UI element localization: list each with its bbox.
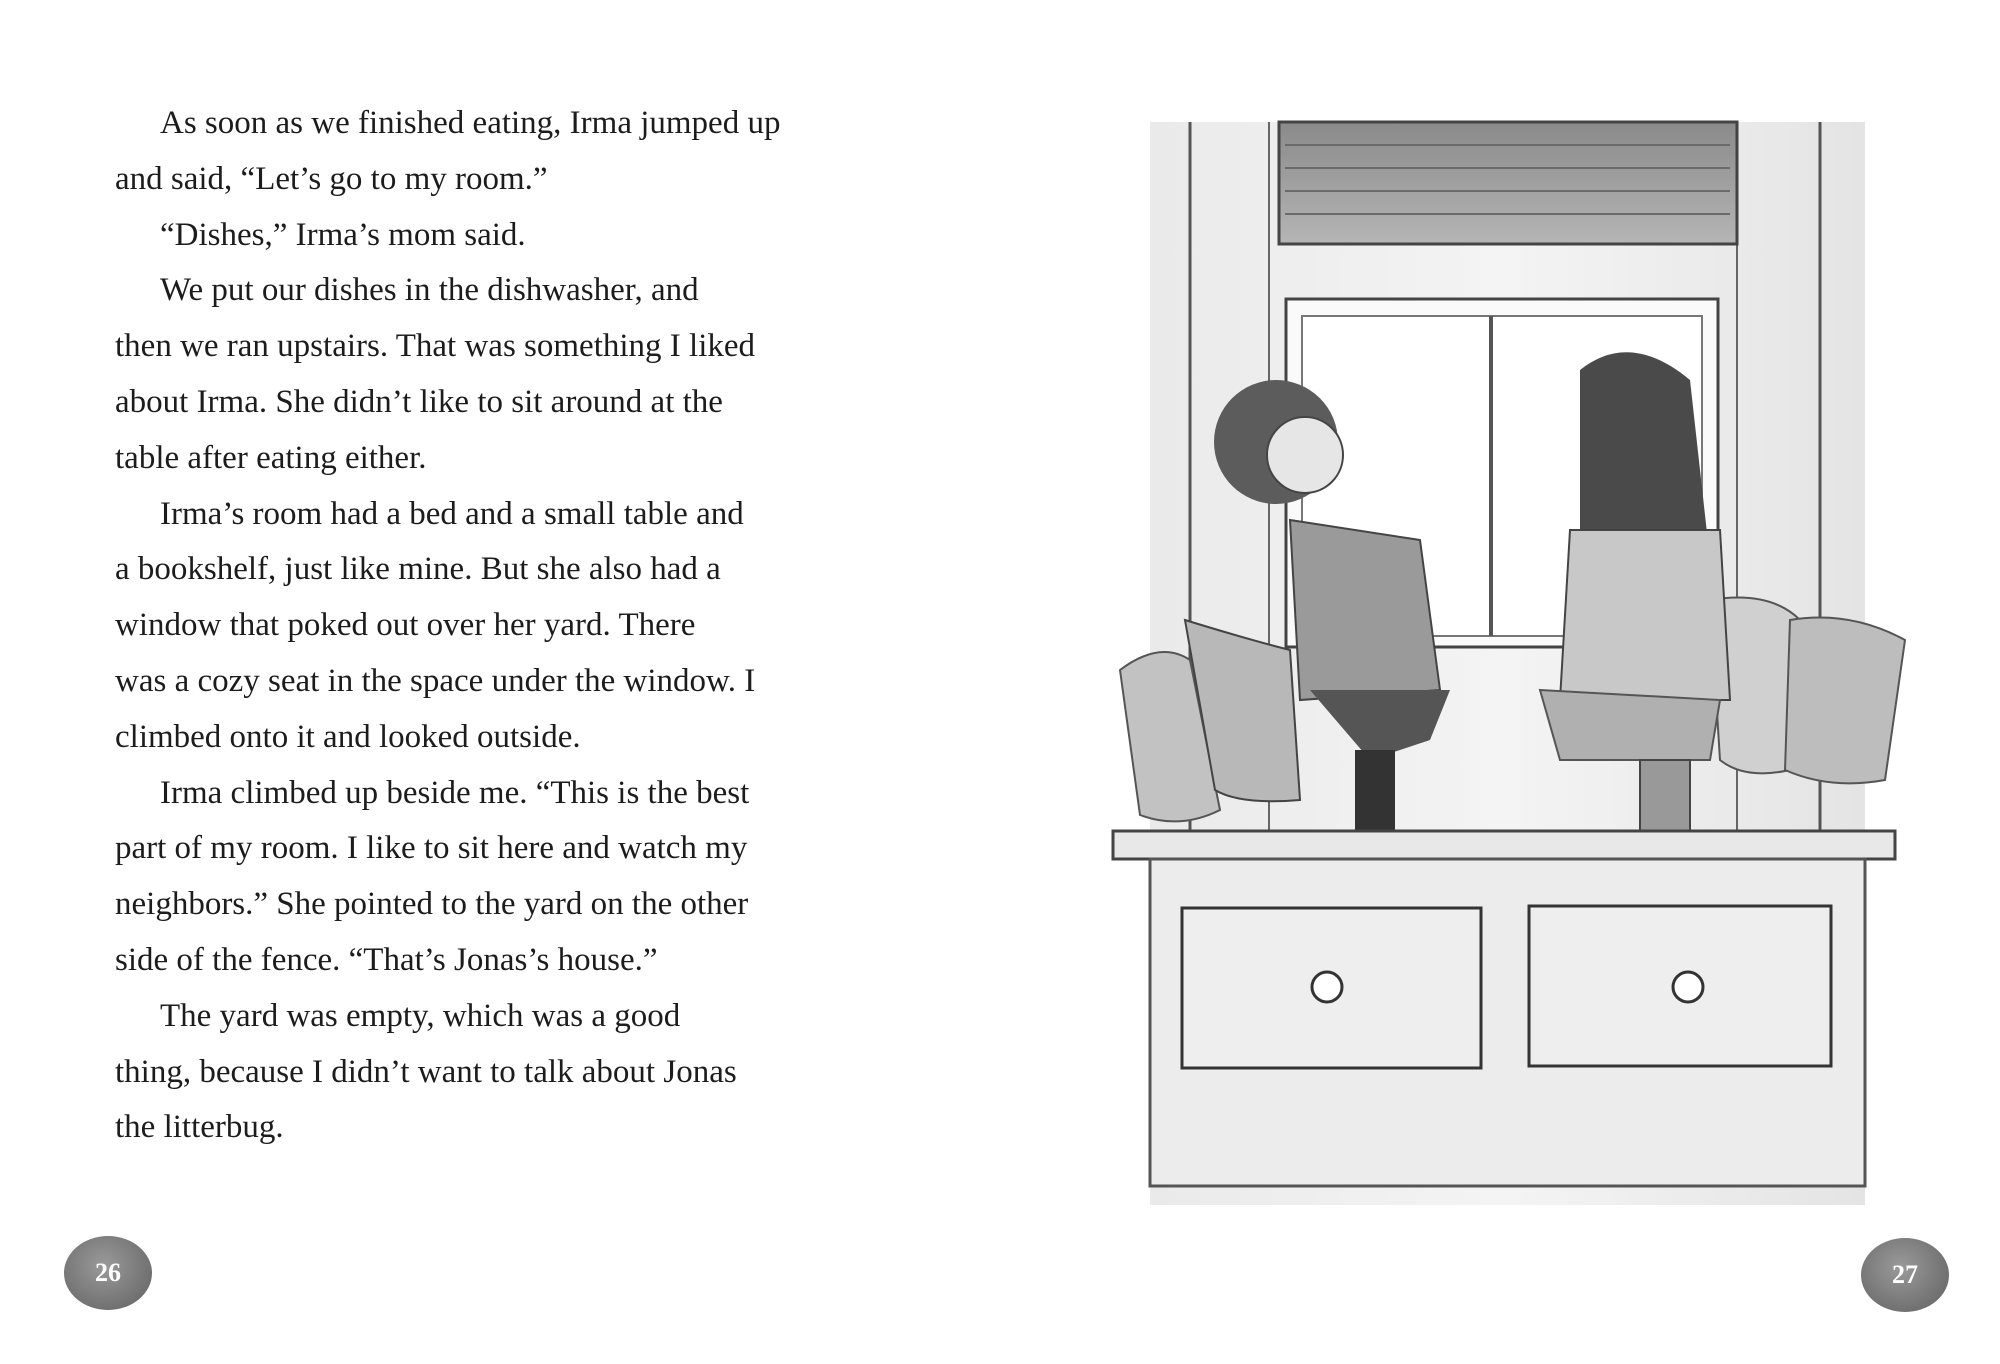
text-line: part of my room. I like to sit here and watch my <box>115 830 748 867</box>
text-line: Irma’s room had a bed and a small table and <box>160 495 744 532</box>
knob-icon <box>1312 972 1342 1002</box>
text-line: about Irma. She didn’t like to sit around at the <box>115 384 723 420</box>
text-line: The yard was empty, which was a good <box>160 997 681 1034</box>
text-line: the litterbug. <box>115 1109 284 1146</box>
page-number-right: 27 <box>1861 1238 1949 1312</box>
text-line: was a cozy seat in the space under the window. I <box>115 663 756 699</box>
text-line: Irma climbed up beside me. “This is the best <box>160 774 750 811</box>
text-line: As soon as we finished eating, Irma jumped up <box>160 105 781 141</box>
page-number-left: 26 <box>64 1236 152 1310</box>
window-shade <box>1279 122 1737 244</box>
drawer-right <box>1529 906 1831 1066</box>
text-line: climbed onto it and looked outside. <box>115 718 581 755</box>
text-line: window that poked out over her yard. There <box>115 607 696 644</box>
text-line: side of the fence. “That’s Jonas’s house.” <box>115 942 658 978</box>
text-line: neighbors.” She pointed to the yard on the other <box>115 886 749 923</box>
text-line: then we ran upstairs. That was something I liked <box>115 328 756 365</box>
knob-icon <box>1673 972 1703 1002</box>
drawer-left <box>1182 908 1481 1068</box>
text-line: “Dishes,” Irma’s mom said. <box>160 216 526 253</box>
text-line: We put our dishes in the dishwasher, and <box>160 272 699 309</box>
text-line: a bookshelf, just like mine. But she also had a <box>115 551 721 588</box>
text-line: and said, “Let’s go to my room.” <box>115 160 548 197</box>
text-line: thing, because I didn’t want to talk about Jonas <box>115 1053 737 1090</box>
text-line: table after eating either. <box>115 439 427 476</box>
